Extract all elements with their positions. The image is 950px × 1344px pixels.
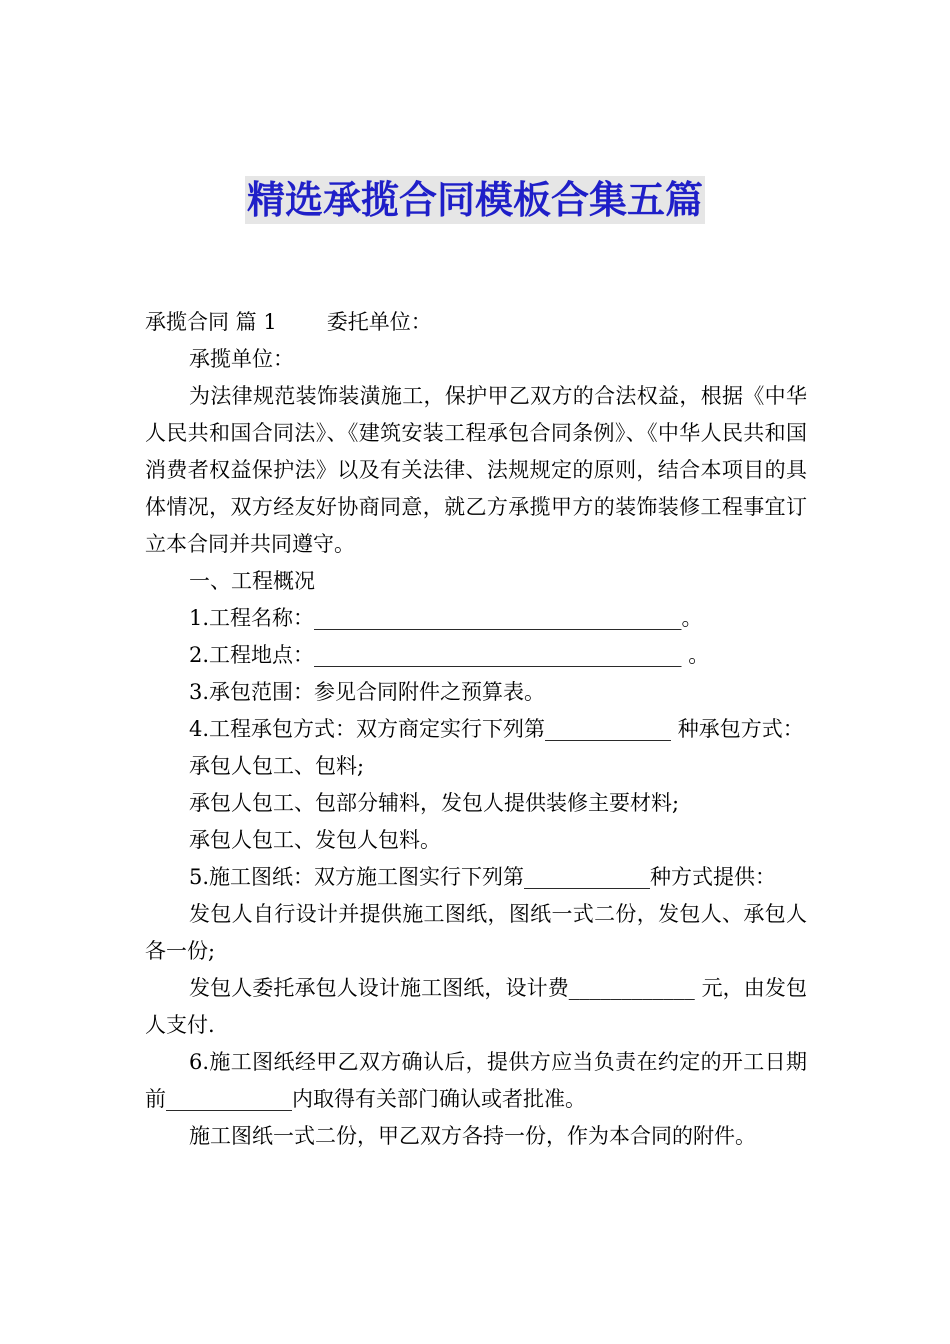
section-heading-overview: 一、工程概况 [189,569,315,593]
document-title: 精选承揽合同模板合集五篇 [246,178,703,222]
contract-label: 承揽合同 篇 1 [145,310,277,334]
preamble-paragraph: 为法律规范装饰装潢施工，保护甲乙双方的合法权益，根据《中华人民共和国合同法》、《建筑安装工程承包合同条例》、《中华人民共和国消费者权益保护法》以及有关法律、法规规定的原则，结合本项目的具体情况，双方经友好协商同意，就乙方承揽甲方的装饰装修工程事宜订立本合同并共同遵守。 [145,384,807,556]
option-drawings-commissioned: 发包人委托承包人设计施工图纸，设计费____________ 元，由发包人支付. [145,976,807,1037]
title-container [0,176,950,224]
option-labor-only: 承包人包工、发包人包料。 [189,828,441,852]
option-labor-partial: 承包人包工、包部分辅料，发包人提供装修主要材料; [189,791,680,815]
contract-header-line [145,304,807,341]
document-body [145,304,807,1155]
item-drawings-approval: 6.施工图纸经甲乙双方确认后，提供方应当负责在约定的开工日期前____________内取得有关部门确认或者批准。 [145,1050,807,1111]
item-project-name: 1.工程名称：___________________________________。 [189,606,703,630]
client-label: 委托单位： [326,310,432,334]
option-labor-material: 承包人包工、包料; [189,754,365,778]
item-drawings: 5.施工图纸：双方施工图实行下列第____________种方式提供： [189,865,777,889]
item-contract-method: 4.工程承包方式：双方商定实行下列第____________ 种承包方式： [189,717,804,741]
drawings-copies: 施工图纸一式二份，甲乙双方各持一份，作为本合同的附件。 [189,1124,756,1148]
contractor-label: 承揽单位： [189,347,294,371]
option-drawings-self: 发包人自行设计并提供施工图纸，图纸一式二份，发包人、承包人各一份; [145,902,807,963]
item-project-location: 2.工程地点：___________________________________ 。 [189,643,710,667]
item-scope: 3.承包范围：参见合同附件之预算表。 [189,680,546,704]
